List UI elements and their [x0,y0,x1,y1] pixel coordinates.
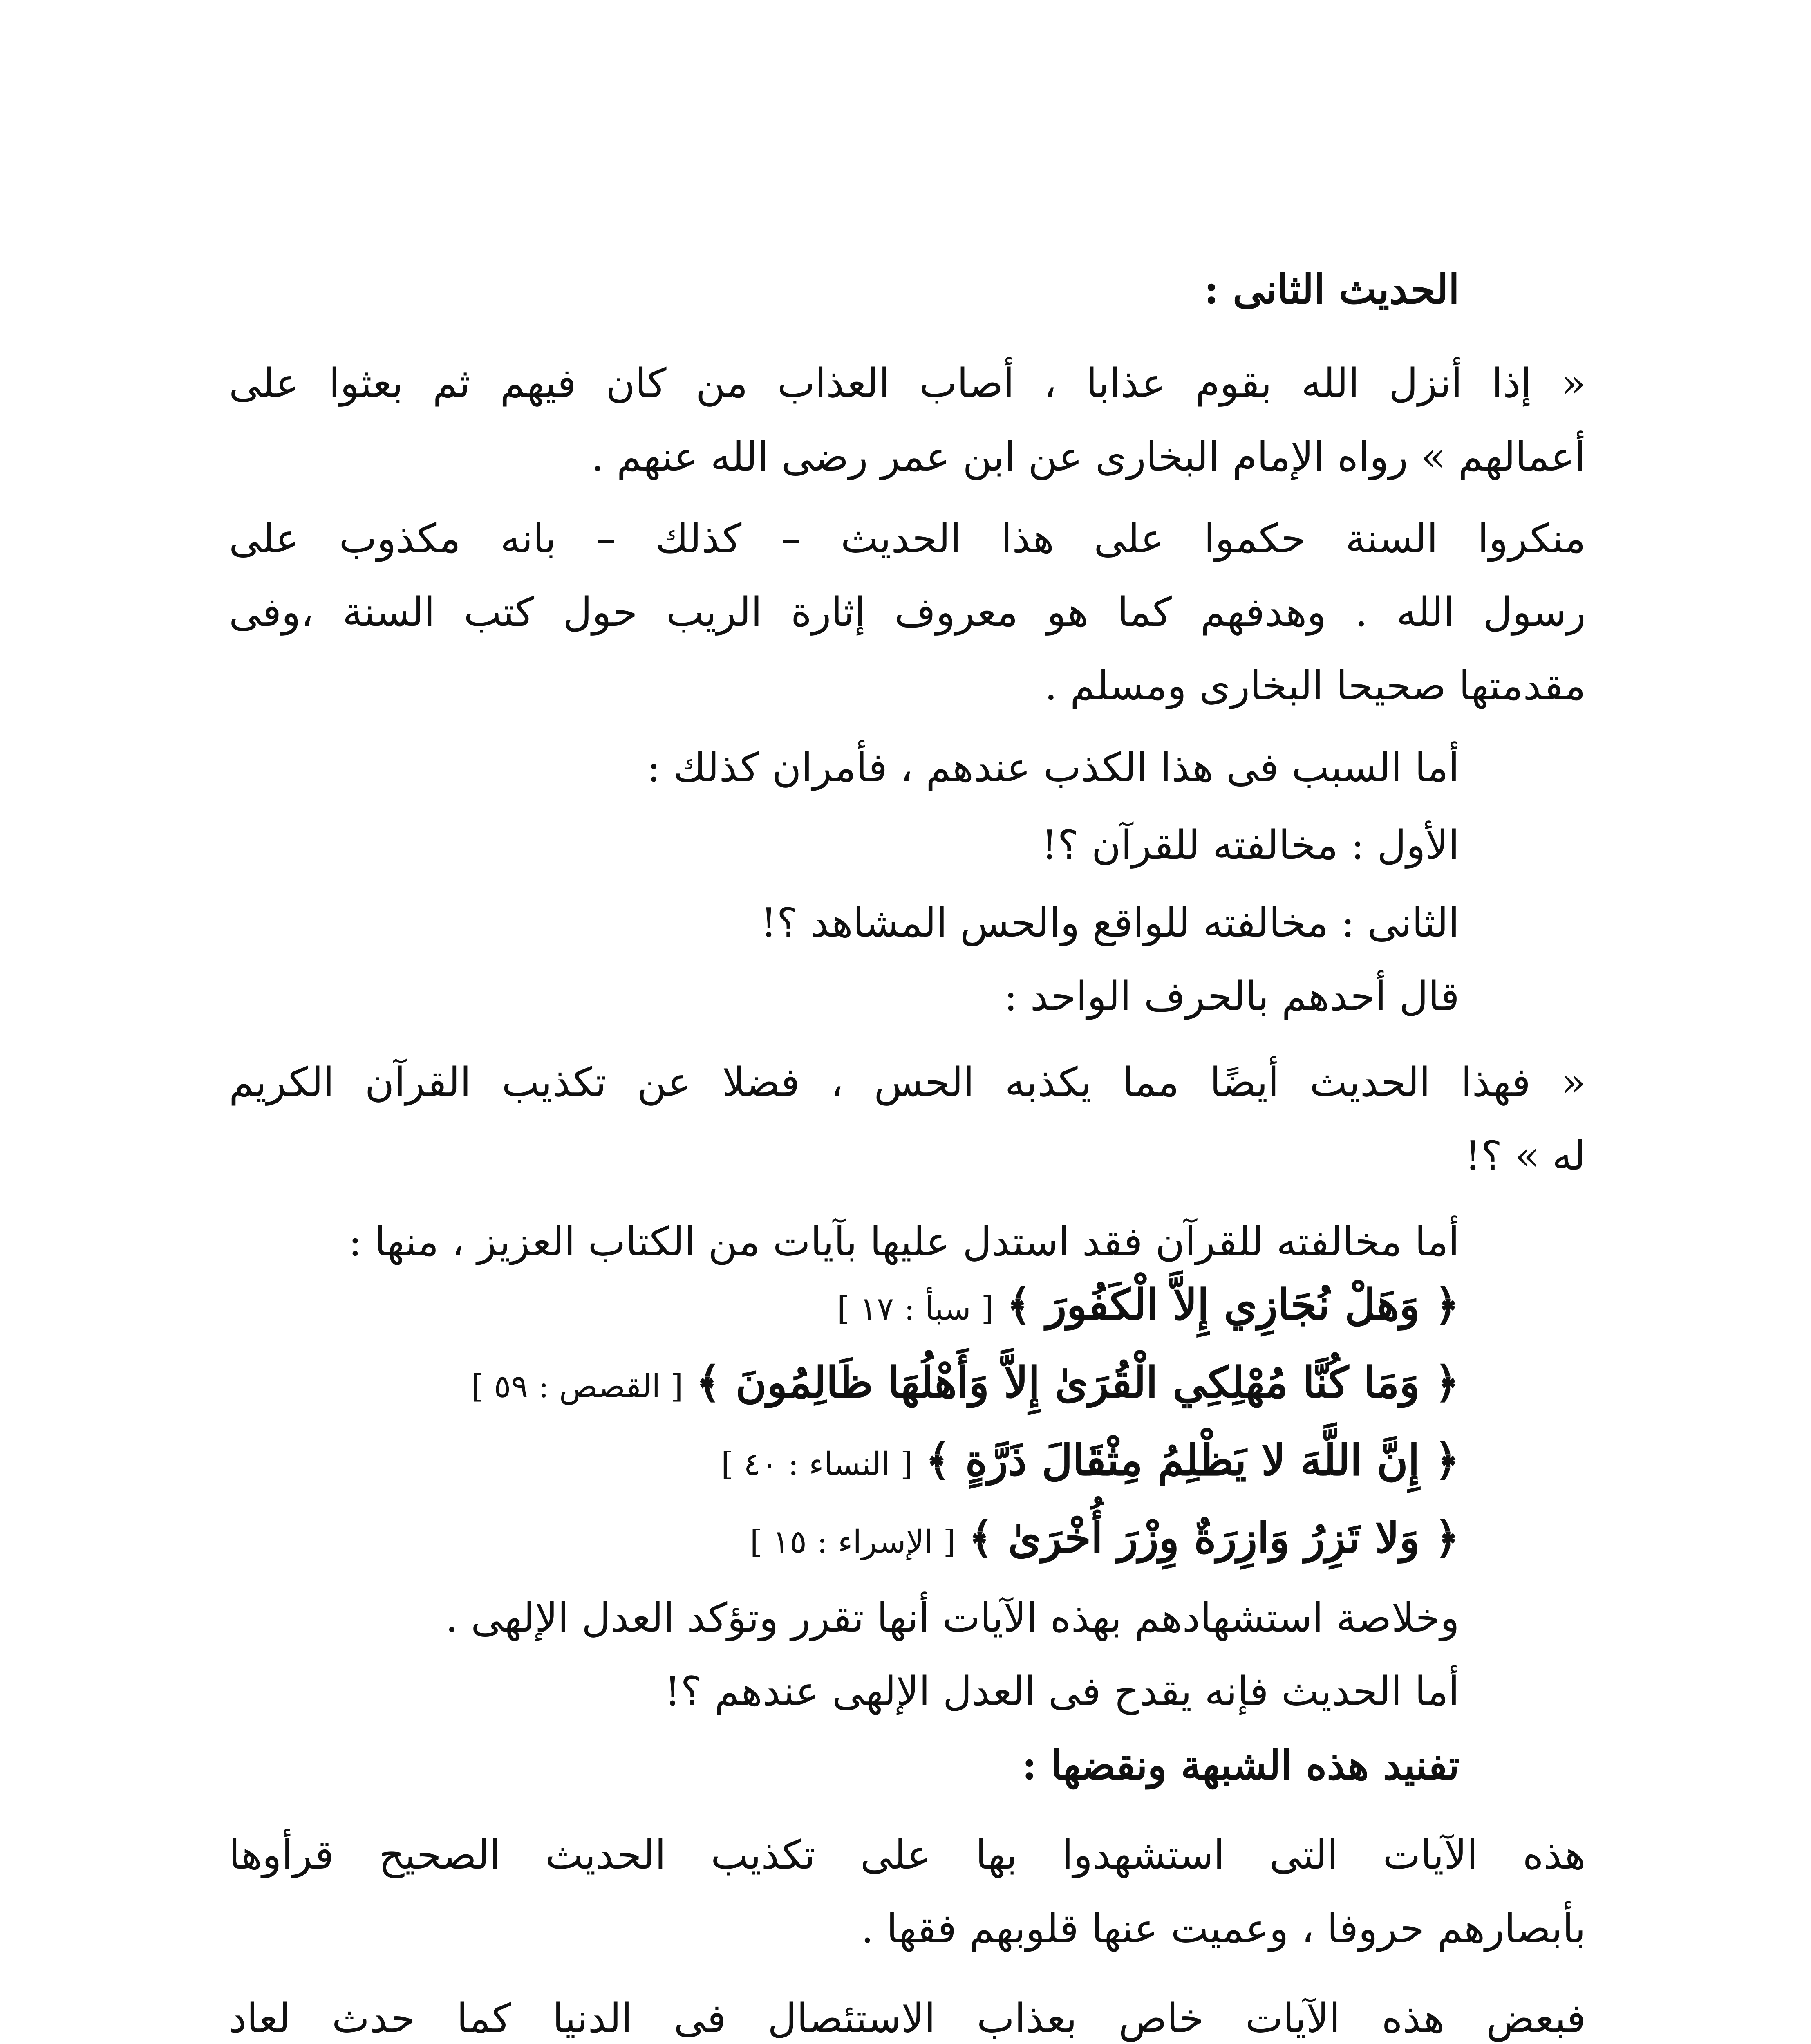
quran-verse [721,1435,1460,1486]
hadith-text-line-1: « إذا أنزل الله بقوم عذابا ، أصاب العذاب من كان فيهم ثم بعثوا على [229,360,1586,407]
reason-second: الثانى : مخالفته للواقع والحس المشاهد ؟! [761,900,1460,946]
quran-verse [750,1513,1460,1564]
quran-verse [837,1280,1460,1331]
verses-intro: أما مخالفته للقرآن فقد استدل عليها بآيات من الكتاب العزيز ، منها : [348,1219,1460,1265]
verse-text: ﴿ وَهَلْ نُجَازِي إِلاَّ الْكَفُورَ ﴾ [1006,1280,1460,1330]
verse-reference: [ الإسراء : ١٥ ] [750,1524,956,1560]
quote-text-line-2: له » ؟! [1464,1133,1586,1179]
summary-sentence: وخلاصة استشهادهم بهذه الآيات أنها تقرر وتؤكد العدل الإلهى . [445,1595,1460,1641]
hadith-text-line-2: أعمالهم » رواه الإمام البخارى عن ابن عمر رضى الله عنهم . [591,434,1586,480]
deniers-paragraph-line-3: مقدمتها صحيحا البخارى ومسلم . [1044,663,1586,709]
verse-text: ﴿ وَمَا كُنَّا مُهْلِكِي الْقُرَىٰ إِلاَّ وَأَهْلُهَا ظَالِمُونَ ﴾ [696,1357,1460,1407]
refutation-paragraph-line-2: بأبصارهم حروفا ، وعميت عنها قلوبهم فقها . [861,1905,1586,1952]
hadith-claim-sentence: أما الحديث فإنه يقدح فى العدل الإلهى عندهم ؟! [664,1668,1460,1715]
reason-intro: أما السبب فى هذا الكذب عندهم ، فأمران كذلك : [647,744,1460,791]
section-heading-refutation: تفنيد هذه الشبهة ونقضها : [1022,1742,1460,1789]
deniers-paragraph-line-1: منكروا السنة حكموا على هذا الحديث – كذلك – بانه مكذوب على [229,515,1586,562]
quote-intro: قال أحدهم بالحرف الواحد : [1004,973,1460,1020]
verse-text: ﴿ إِنَّ اللَّهَ لا يَظْلِمُ مِثْقَالَ ذَرَّةٍ ﴾ [925,1435,1460,1485]
refutation-paragraph-line-1: هذه الآيات التى استشهدوا بها على تكذيب الحديث الصحيح قرأوها [229,1832,1586,1878]
quote-text-line-1: « فهذا الحديث أيضًا مما يكذبه الحس ، فضلا عن تكذيب القرآن الكريم [229,1059,1586,1106]
verse-reference: [ النساء : ٤٠ ] [721,1446,913,1483]
reason-first: الأول : مخالفته للقرآن ؟! [1041,822,1460,869]
verse-text: ﴿ وَلا تَزِرُ وَازِرَةٌ وِزْرَ أُخْرَىٰ ﴾ [968,1513,1460,1563]
verse-reference: [ القصص : ٥٩ ] [471,1368,683,1405]
deniers-paragraph-line-2: رسول الله . وهدفهم كما هو معروف إثارة الريب حول كتب السنة ،وفى [229,589,1586,636]
quran-verse [471,1357,1460,1408]
final-paragraph-line-1: فبعض هذه الآيات خاص بعذاب الاستئصال فى الدنيا كما حدث لعاد [229,1995,1586,2042]
section-heading-second-hadith: الحديث الثانى : [1204,266,1460,313]
verse-reference: [ سبأ : ١٧ ] [837,1291,994,1327]
